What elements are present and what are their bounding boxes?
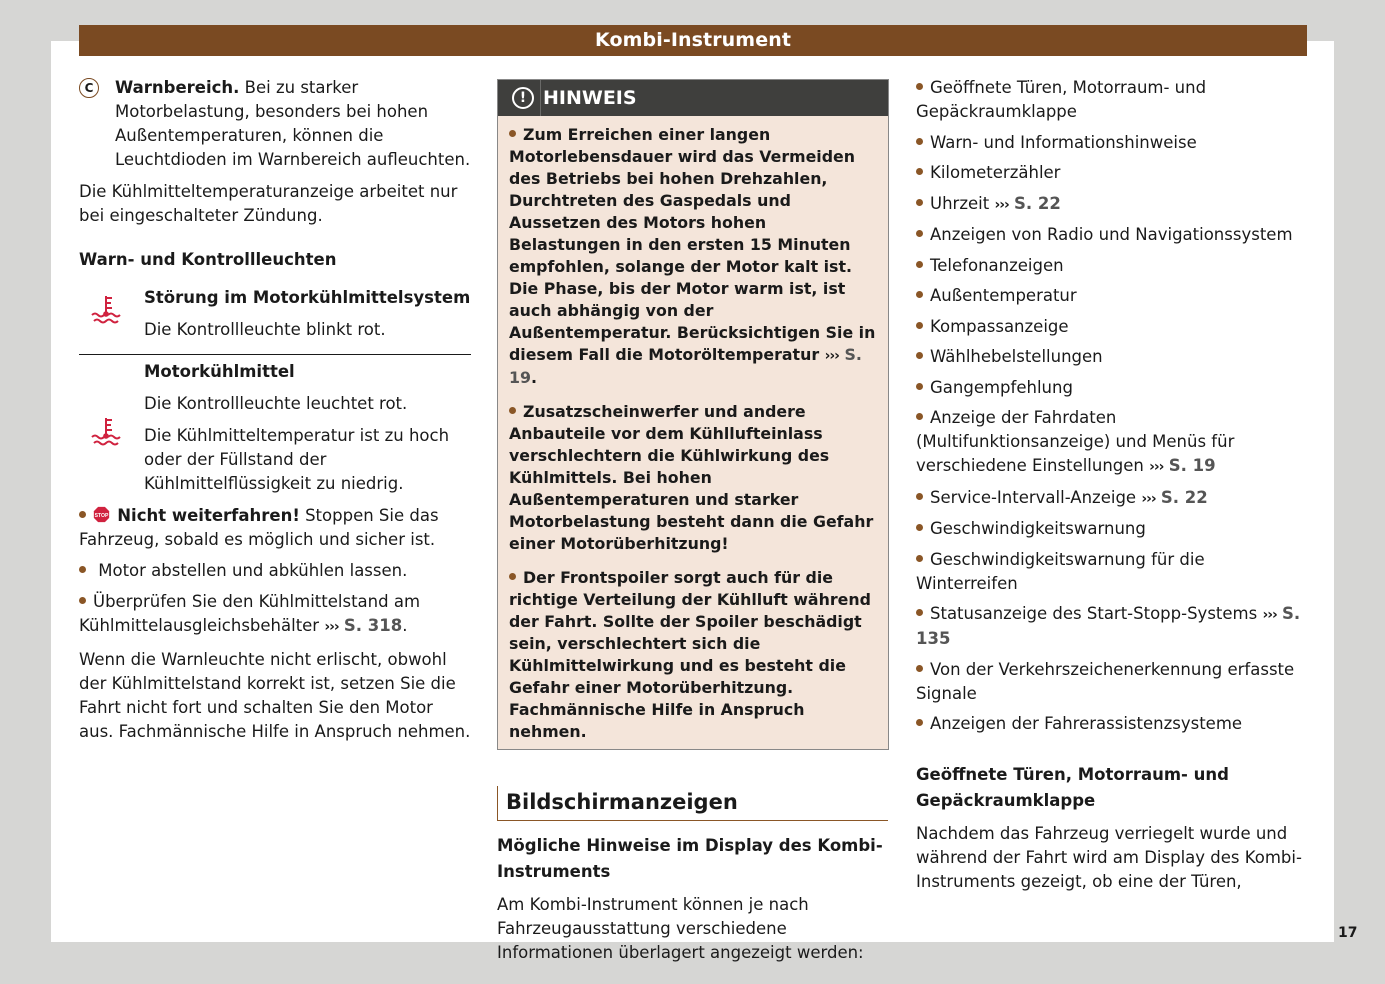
display-item-text: Anzeigen der Fahrerassistenzsysteme <box>930 714 1243 733</box>
column-2 <box>497 79 889 965</box>
punctuation: . <box>402 616 408 635</box>
action-text: Motor abstellen und abkühlen lassen. <box>93 561 408 580</box>
display-item <box>916 76 1308 124</box>
section-title: Bildschirmanzeigen <box>497 786 888 821</box>
display-items-list <box>916 76 1308 736</box>
bullet-icon <box>916 665 923 672</box>
page-reference-link[interactable]: S. 19 <box>1168 456 1216 475</box>
bullet-icon <box>916 230 923 237</box>
cross-ref-arrows-icon: ››› <box>1141 490 1156 507</box>
notice-title: HINWEIS <box>543 87 637 109</box>
svg-text:STOP: STOP <box>94 513 109 520</box>
display-item-text: Von der Verkehrszeichenerkennung erfasste Signale <box>916 659 1295 703</box>
cross-ref-arrows-icon: ››› <box>1149 459 1164 475</box>
display-item <box>916 223 1308 247</box>
bullet-icon <box>916 555 923 562</box>
lamp-row <box>79 360 471 496</box>
notice-item-text: Zum Erreichen einer langen Motorlebensdauer wird das Vermeiden des Betriebs bei hohen Drehzahlen, Durchtreten des Gaspedals und Aussetzen des Motors hohen Belastungen in den ersten 15 Minuten empfohlen, solange der Motor kalt ist. Die Phase, bis der Motor warm ist, ist auch abhängig von der Außentemperatur. Berücksichtigen Sie in diesem Fall die Motoröltemperatur <box>509 125 876 364</box>
lamp-title: Motorkühlmittel <box>144 362 295 381</box>
bullet-icon <box>79 566 86 573</box>
bullet-icon <box>916 383 923 390</box>
closing-paragraph: Wenn die Warnleuchte nicht erlischt, obwohl der Kühlmittelstand korrekt ist, setzen Sie die Fahrt nicht fort und schalten Sie den Motor aus. Fachmännische Hilfe in Anspruch nehmen. <box>79 650 471 741</box>
bullet-icon <box>916 524 923 531</box>
coolant-temperature-icon <box>89 294 123 324</box>
display-item <box>916 284 1308 308</box>
display-item-text: Kilometerzähler <box>930 163 1061 182</box>
display-item-text: Warn- und Informationshinweise <box>930 132 1197 152</box>
display-item <box>916 517 1308 541</box>
bullet-icon <box>916 493 923 500</box>
action-item <box>79 590 471 639</box>
section-heading-warning-lights: Warn- und Kontrollleuchten <box>79 250 337 269</box>
body-paragraph: Nachdem das Fahrzeug verriegelt wurde und während der Fahrt wird am Display des Kombi-Instruments gezeigt, ob eine der Türen, <box>916 824 1302 891</box>
display-item-text: Geschwindigkeitswarnung <box>930 519 1146 538</box>
display-item <box>916 602 1308 651</box>
bullet-icon <box>509 130 516 137</box>
cross-ref-arrows-icon: ››› <box>994 196 1009 213</box>
page-reference-link[interactable]: S. 135 <box>916 604 1301 648</box>
display-item <box>916 192 1308 217</box>
column-3 <box>916 76 1308 894</box>
action-item <box>79 504 471 552</box>
action-text: Überprüfen Sie den Kühlmittelstand am Kühlmittelausgleichsbehälter <box>79 592 421 635</box>
display-item <box>916 131 1308 155</box>
legend-item-c <box>79 76 471 172</box>
display-item-text: Geschwindigkeitswarnung für die Winterreifen <box>916 549 1205 593</box>
action-bold: Nicht weiterfahren! <box>117 506 300 525</box>
lamp-title: Störung im Motorkühlmittelsystem <box>144 288 471 307</box>
bullet-icon <box>916 609 923 616</box>
notice-item <box>509 567 878 743</box>
notice-item <box>509 124 878 389</box>
stop-sign-icon <box>93 506 110 523</box>
display-item-text: Gangempfehlung <box>930 377 1073 397</box>
notice-item-text: Der Frontspoiler sorgt auch für die richtige Verteilung der Kühlluft während der Fahrt. Sollte der Spoiler beschädigt sein, verschlechtert sich die Kühlmittelwirkung und es besteht die Gefahr einer Motorüberhitzung. Fachmännische Hilfe in Anspruch nehmen. <box>509 568 871 741</box>
bullet-icon <box>916 291 923 298</box>
bullet-icon <box>916 199 923 206</box>
page-reference-link[interactable]: S. 318 <box>343 616 403 635</box>
display-item-text: Uhrzeit <box>930 193 995 213</box>
notice-icon-cell <box>506 80 541 116</box>
lamp-text: Die Kontrollleuchte leuchtet rot. <box>144 394 408 413</box>
display-item <box>916 486 1308 511</box>
display-item-text: Statusanzeige des Start-Stopp-Systems <box>930 604 1263 623</box>
subheading: Geöffnete Türen, Motorraum- und Gepäckraumklappe <box>916 765 1229 810</box>
display-item-text: Anzeige der Fahrdaten (Multifunktionsanzeige) und Menüs für verschiedene Einstellungen <box>916 408 1235 475</box>
cross-ref-arrows-icon: ››› <box>324 619 339 635</box>
action-item <box>79 559 471 583</box>
coolant-temperature-icon <box>89 416 123 446</box>
legend-term: Warnbereich. <box>115 78 240 97</box>
display-item-text: Außentemperatur <box>930 286 1077 305</box>
legend-text: Bei zu starker Motorbelastung, besonders bei hohen Außentemperaturen, können die Leuchtdioden im Warnbereich aufleuchten. <box>115 78 471 169</box>
display-item <box>916 315 1308 339</box>
notice-header <box>498 80 888 116</box>
display-item <box>916 345 1308 369</box>
bullet-icon <box>509 407 516 414</box>
display-item <box>916 254 1308 278</box>
bullet-icon <box>916 261 923 268</box>
lamp-row <box>79 286 471 355</box>
display-item-text: Anzeigen von Radio und Navigationssystem <box>930 225 1293 244</box>
display-item <box>916 376 1308 400</box>
display-item <box>916 161 1308 185</box>
display-item-text: Telefonanzeigen <box>930 255 1064 275</box>
display-item-text: Kompassanzeige <box>930 316 1069 336</box>
page-reference-link[interactable]: S. 22 <box>1014 193 1061 213</box>
punctuation: . <box>530 368 537 387</box>
bullet-icon <box>79 597 86 604</box>
display-item <box>916 548 1308 596</box>
ignition-note: Die Kühlmitteltemperaturanzeige arbeitet nur bei eingeschalteter Zündung. <box>79 182 458 225</box>
bullet-icon <box>916 719 923 726</box>
bullet-icon <box>916 413 923 420</box>
bullet-icon <box>916 138 923 145</box>
page-number: 17 <box>1338 925 1358 941</box>
notice-item <box>509 401 878 555</box>
cross-ref-arrows-icon: ››› <box>824 348 839 364</box>
display-item-text: Service-Intervall-Anzeige <box>930 487 1142 507</box>
bullet-icon <box>916 352 923 359</box>
cross-ref-arrows-icon: ››› <box>1262 607 1277 623</box>
notice-box <box>497 79 889 750</box>
exclamation-circle-icon: ! <box>512 87 534 109</box>
bullet-icon <box>916 83 923 90</box>
notice-item-text: Zusatzscheinwerfer und andere Anbauteile vor dem Kühllufteinlass verschlechtern die Kühlwirkung des Kühlmittels. Bei hohen Außentemperaturen und starker Motorbelastung besteht dann die Gefahr einer Motorüberhitzung! <box>509 402 874 553</box>
chapter-header: Kombi-Instrument <box>79 25 1307 56</box>
display-item-text: Wählhebelstellungen <box>930 347 1103 366</box>
lamp-text: Die Kühlmitteltemperatur ist zu hoch oder der Füllstand der Kühlmittelflüssigkeit zu niedrig. <box>144 426 450 493</box>
action-text: Stoppen Sie das Fahrzeug, sobald es möglich und sicher ist. <box>79 506 439 549</box>
bullet-icon <box>916 322 923 329</box>
legend-marker-icon: C <box>79 78 99 98</box>
lamp-text: Die Kontrollleuchte blinkt rot. <box>144 320 386 339</box>
bullet-icon <box>509 573 516 580</box>
display-item <box>916 712 1308 736</box>
warning-lamp-table <box>79 286 471 496</box>
page-reference-link[interactable]: S. 19 <box>509 345 862 387</box>
display-item <box>916 658 1308 706</box>
page-reference-link[interactable]: S. 22 <box>1160 487 1208 507</box>
display-item <box>916 406 1308 479</box>
display-item-text: Geöffnete Türen, Motorraum- und Gepäckraumklappe <box>916 78 1207 121</box>
subheading: Mögliche Hinweise im Display des Kombi-Instruments <box>497 836 883 881</box>
bullet-icon <box>79 511 86 518</box>
column-1 <box>79 76 471 744</box>
notice-body <box>498 116 888 749</box>
intro-paragraph: Am Kombi-Instrument können je nach Fahrzeugausstattung verschiedene Informationen überlagert angezeigt werden: <box>497 895 864 962</box>
bullet-icon <box>916 168 923 175</box>
